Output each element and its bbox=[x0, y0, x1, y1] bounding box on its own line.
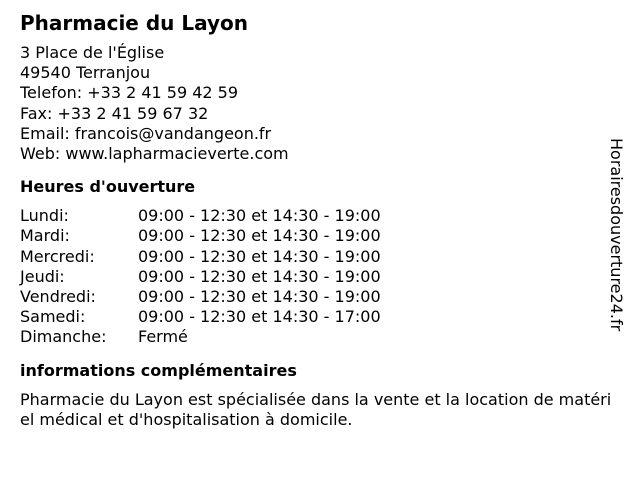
day-label: Samedi: bbox=[20, 307, 86, 327]
day-label: Mardi: bbox=[20, 226, 70, 246]
time-value: Fermé bbox=[138, 327, 188, 347]
time-value: 09:00 - 12:30 et 14:30 - 19:00 bbox=[138, 226, 381, 246]
time-value: 09:00 - 12:30 et 14:30 - 19:00 bbox=[138, 266, 381, 286]
time-value: 09:00 - 12:30 et 14:30 - 19:00 bbox=[138, 206, 381, 226]
day-label: Dimanche: bbox=[20, 327, 107, 347]
hours-row-tuesday bbox=[20, 226, 620, 246]
address-city: 49540 Terranjou bbox=[20, 63, 151, 83]
email-address[interactable]: Email: francois@vandangeon.fr bbox=[20, 123, 272, 143]
hours-row-wednesday bbox=[20, 247, 620, 267]
info-description: Pharmacie du Layon est spécialisée dans la vente et la location de matériel médical et d'hospitalisation à domicile. bbox=[20, 389, 612, 430]
time-value: 09:00 - 12:30 et 14:30 - 19:00 bbox=[138, 287, 381, 307]
time-value: 09:00 - 12:30 et 14:30 - 19:00 bbox=[138, 246, 381, 266]
hours-row-saturday bbox=[20, 307, 620, 327]
hours-row-monday bbox=[20, 206, 620, 226]
hours-heading: Heures d'ouverture bbox=[20, 177, 196, 197]
pharmacy-card bbox=[20, 10, 620, 431]
address-street: 3 Place de l'Église bbox=[20, 43, 165, 62]
time-value: 09:00 - 12:30 et 14:30 - 17:00 bbox=[138, 307, 381, 327]
contact-block bbox=[20, 43, 620, 164]
day-label: Jeudi: bbox=[20, 266, 65, 286]
day-label: Lundi: bbox=[20, 206, 69, 226]
hours-table bbox=[20, 206, 620, 347]
phone-number[interactable]: Telefon: +33 2 41 59 42 59 bbox=[20, 83, 239, 103]
pharmacy-name: Pharmacie du Layon bbox=[20, 11, 248, 35]
website-link[interactable]: Web: www.lapharmacieverte.com bbox=[20, 144, 289, 164]
fax-number: Fax: +33 2 41 59 67 32 bbox=[20, 103, 209, 123]
day-label: Vendredi: bbox=[20, 287, 96, 307]
site-watermark: Horairesdouverture24.fr bbox=[607, 138, 626, 332]
info-heading: informations complémentaires bbox=[20, 360, 297, 380]
hours-row-friday bbox=[20, 287, 620, 307]
hours-row-sunday bbox=[20, 327, 620, 347]
hours-row-thursday bbox=[20, 267, 620, 287]
day-label: Mercredi: bbox=[20, 246, 95, 266]
